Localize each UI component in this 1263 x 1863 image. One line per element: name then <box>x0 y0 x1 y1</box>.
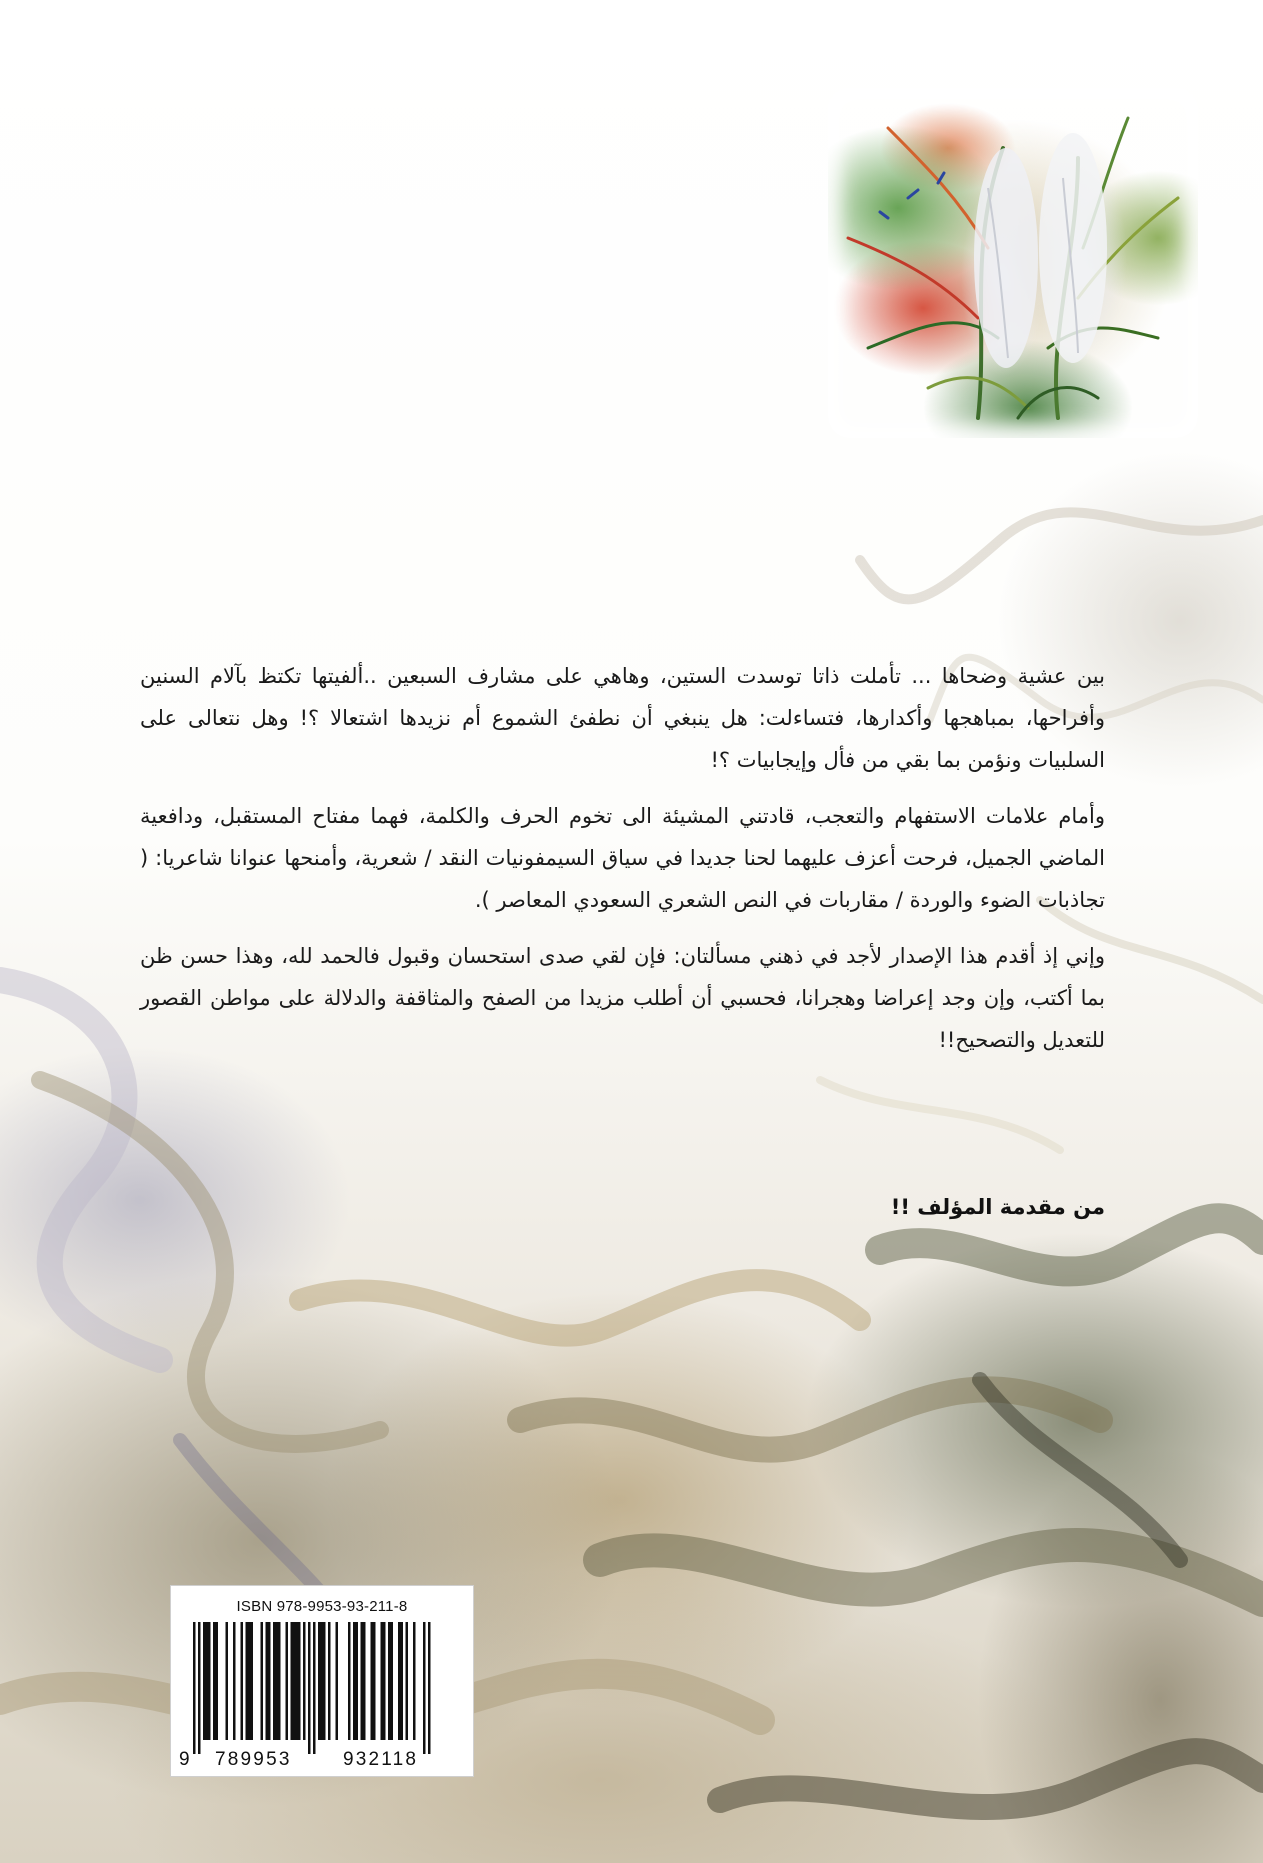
barcode-bar <box>233 1622 236 1740</box>
barcode-bar <box>193 1622 196 1754</box>
flower-artwork <box>828 88 1198 438</box>
barcode-bar <box>361 1622 364 1740</box>
barcode-bar <box>353 1622 356 1740</box>
barcode-bar <box>413 1622 416 1740</box>
barcode-bar <box>388 1622 391 1740</box>
barcode-bar <box>313 1622 316 1754</box>
barcode-bar <box>383 1622 386 1740</box>
barcode-bar <box>296 1622 299 1740</box>
flower-artwork-strokes <box>828 88 1198 438</box>
isbn-barcode <box>170 1585 474 1777</box>
barcode-bar <box>216 1622 219 1740</box>
barcode-bar <box>266 1622 269 1740</box>
barcode-bar <box>273 1622 276 1740</box>
barcode-bar <box>303 1622 306 1740</box>
barcode-bar <box>206 1622 209 1740</box>
isbn-label: ISBN 978-9953-93-211-8 <box>236 1598 408 1615</box>
barcode-bar <box>321 1622 324 1740</box>
barcode-bar <box>278 1622 281 1740</box>
barcode-bar <box>318 1622 321 1740</box>
barcode-bar <box>398 1622 401 1740</box>
barcode-bar <box>328 1622 331 1740</box>
barcode-bar <box>291 1622 294 1740</box>
barcode-bar <box>261 1622 264 1740</box>
barcode-bar <box>246 1622 249 1740</box>
barcode-bar <box>293 1622 296 1740</box>
barcode-bar <box>268 1622 271 1740</box>
barcode-bar <box>363 1622 366 1740</box>
barcode-bar <box>391 1622 394 1740</box>
barcode-bars <box>193 1622 451 1754</box>
intro-paragraph-2: وأمام علامات الاستفهام والتعجب، قادتني المشيئة الى تخوم الحرف والكلمة، فهما مفتاح المستقبل، ودافعية الماضي الجميل، فرحت أعزف عليهما لحنا جديدا في سياق السيمفونيات النقد / شعرية، وأمنحها عنوانا شاعريا: ( تجاذبات الضوء والوردة / مقاربات في النص الشعري السعودي المعاصر ). <box>140 804 1105 912</box>
barcode-digits-left: 789953 <box>215 1749 292 1770</box>
intro-paragraph-3: وإني إذ أقدم هذا الإصدار لأجد في ذهني مسألتان: فإن لقي صدى استحسان وقبول فالحمد لله، وهذا حسن ظن بما أكتب، وإن وجد إعراضا وهجرانا، فحسبي أن أطلب مزيدا من الصفح والمثاقفة والدلالة على مواطن القصور للتعديل والتصحيح!! <box>140 944 1105 1052</box>
barcode-bar <box>286 1622 289 1740</box>
barcode-bar <box>248 1622 251 1740</box>
barcode-bar <box>203 1622 206 1740</box>
intro-text <box>140 655 1105 1075</box>
barcode-bar <box>423 1622 426 1754</box>
barcode-bar <box>348 1622 351 1740</box>
barcode-bar <box>241 1622 244 1740</box>
barcode-bar <box>428 1622 431 1754</box>
barcode-bar <box>226 1622 229 1740</box>
barcode-bar <box>336 1622 339 1740</box>
barcode-bar <box>371 1622 374 1740</box>
barcode-bar <box>276 1622 279 1740</box>
barcode-bar <box>208 1622 211 1740</box>
barcode-digits-right: 932118 <box>343 1749 419 1770</box>
author-attribution: من مقدمة المؤلف !! <box>890 1195 1105 1219</box>
barcode-bar <box>356 1622 359 1740</box>
barcode-bar <box>323 1622 326 1740</box>
barcode-bar <box>381 1622 384 1740</box>
barcode-bar <box>406 1622 409 1740</box>
barcode-digit-first: 9 <box>179 1749 190 1770</box>
barcode-bar <box>308 1622 311 1754</box>
barcode-bar <box>373 1622 376 1740</box>
barcode-bar <box>198 1622 201 1754</box>
intro-paragraph-1: بين عشية وضحاها ... تأملت ذاتا توسدت الستين، وهاهي على مشارف السبعين ..ألفيتها تكتظ بآلام السنين وأفراحها، بمباهجها وأكدارها، فتساءلت: هل ينبغي أن نطفئ الشموع أم نزيدها اشتعالا ؟! وهل نتعالى على السلبيات ونؤمن بما بقي من فأل وإيجابيات ؟! <box>140 664 1105 772</box>
barcode-bar <box>401 1622 404 1740</box>
barcode-bar <box>213 1622 216 1740</box>
barcode-bar <box>251 1622 254 1740</box>
barcode-bar <box>298 1622 301 1740</box>
